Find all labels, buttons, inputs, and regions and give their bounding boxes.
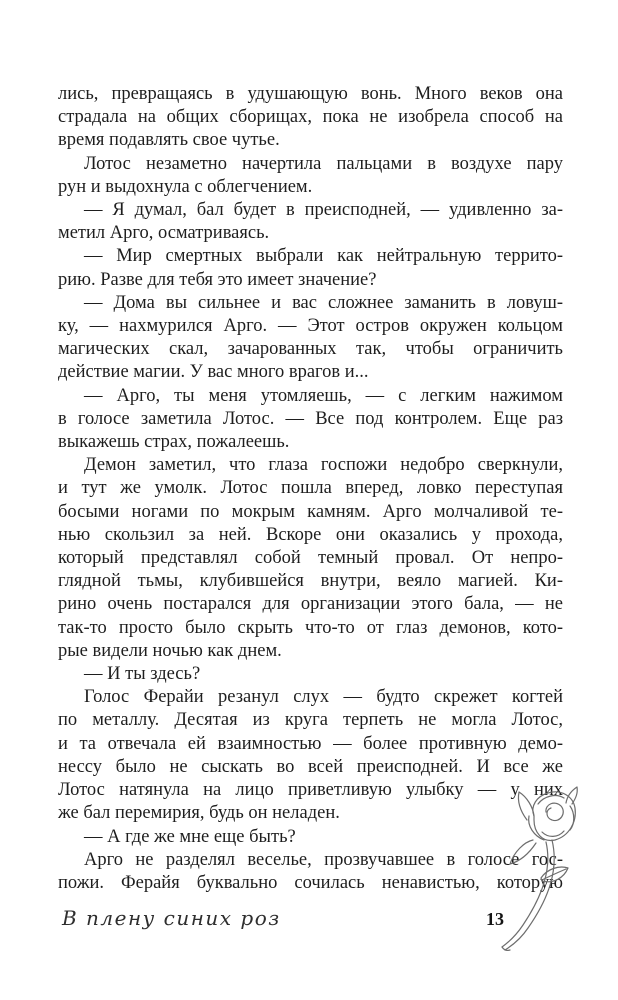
text-line: ку, — нахмурился Арго. — Этот остров окружен кольцом — [58, 316, 563, 337]
text-line: Демон заметил, что глаза госпожи недобро сверкнули, — [84, 455, 563, 476]
text-line: — Мир смертных выбрали как нейтральную террито- — [84, 246, 563, 267]
text-line: рино очень постарался для организации этого бала, — не — [58, 594, 563, 615]
text-line: босыми ногами по мокрым камням. Арго молчаливой те- — [58, 501, 563, 522]
text-line: и тут же умолк. Лотос пошла вперед, ловко переступая — [58, 478, 563, 499]
text-line: метил Арго, осматриваясь. — [58, 223, 270, 244]
text-line: в голосе заметила Лотос. — Все под контролем. Еще раз — [58, 408, 563, 429]
text-line: время подавлять свое чутье. — [58, 130, 280, 151]
text-line: рые видели ночью как днем. — [58, 640, 282, 661]
text-line: страдала на общих сборищах, пока не изобрела способ на — [58, 107, 563, 128]
text-line: Лотос незаметно начертила пальцами в воздухе пару — [84, 153, 563, 174]
text-line: — А где же мне еще быть? — [84, 826, 296, 847]
text-line: нессу было не сыскать во всей преисподней. И все же — [58, 756, 563, 777]
text-line: рун и выдохнула с облегчением. — [58, 176, 313, 197]
text-line: же бал перемирия, будь он неладен. — [58, 803, 340, 824]
text-line: лись, превращаясь в удушающую вонь. Много веков она — [58, 84, 563, 104]
page-footer — [62, 906, 504, 930]
text-line: который представлял собой темный провал. От непро- — [58, 548, 563, 569]
text-line: глядной тьмы, клубившейся внутри, веяло магией. Ки- — [58, 571, 563, 592]
text-line: Голос Ферайи резанул слух — будто скрежет когтей — [84, 687, 563, 708]
text-line: так-то просто было скрыть что-то от глаз демонов, кото- — [58, 617, 563, 638]
text-line: пожи. Ферайя буквально сочилась ненавистью, которую — [58, 872, 563, 893]
text-line: по металлу. Десятая из круга терпеть не могла Лотос, — [58, 710, 563, 731]
text-line: магических скал, зачарованных так, чтобы ограничить — [58, 339, 563, 360]
text-line: — И ты здесь? — [84, 664, 201, 685]
text-line: нью скользил за ней. Вскоре они оказались у прохода, — [58, 524, 563, 545]
text-line: — Арго, ты меня утомляешь, — с легким нажимом — [84, 385, 563, 406]
text-line: рию. Разве для тебя это имеет значение? — [58, 269, 377, 290]
rose-sepal — [510, 840, 536, 864]
text-line: и та отвечала ей взаимностью — более противную демо- — [58, 733, 563, 754]
running-title: В плену синих роз — [62, 906, 281, 930]
rose-illustration — [496, 782, 616, 962]
text-line: выкажешь страх, пожалеешь. — [58, 432, 290, 453]
text-line: Арго не разделял веселье, прозвучавшее в голосе гос- — [84, 849, 563, 870]
text-block — [58, 83, 563, 895]
text-line: Лотос натянула на лицо приветливую улыбку — у них — [58, 780, 563, 801]
text-line: — Дома вы сильнее и вас сложнее заманить в ловуш- — [84, 292, 563, 313]
rose-bloom-outline — [533, 792, 575, 841]
text-line: — Я думал, бал будет в преисподней, — удивленно за- — [84, 200, 563, 221]
rose-upper-leaf — [518, 792, 534, 820]
text-line: действие магии. У вас много врагов и... — [58, 362, 369, 383]
page-number: 13 — [486, 909, 504, 929]
